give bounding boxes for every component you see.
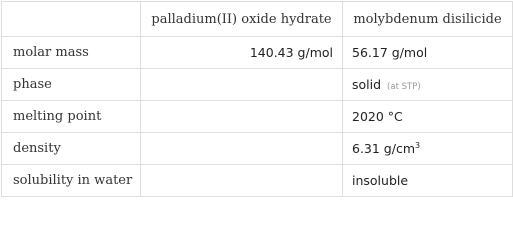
cell-melting-point-molybdenum: 2020 °C bbox=[343, 101, 513, 133]
table-row-density bbox=[2, 133, 513, 165]
table-row-molar-mass bbox=[2, 37, 513, 69]
cell-density-palladium bbox=[141, 133, 343, 165]
cell-molar-mass-molybdenum: 56.17 g/mol bbox=[343, 37, 513, 69]
phase-value: solid bbox=[352, 77, 382, 92]
cell-molar-mass-palladium: 140.43 g/mol bbox=[141, 37, 343, 69]
cell-melting-point-palladium bbox=[141, 101, 343, 133]
table-row-phase bbox=[2, 69, 513, 101]
row-label-phase: phase bbox=[2, 69, 141, 101]
row-label-molar-mass: molar mass bbox=[2, 37, 141, 69]
density-value: 6.31 g/cm bbox=[352, 141, 416, 156]
table-row-melting-point bbox=[2, 101, 513, 133]
phase-condition-note: (at STP) bbox=[387, 82, 421, 92]
properties-table bbox=[1, 1, 513, 197]
cell-density-molybdenum bbox=[343, 133, 513, 165]
cell-solubility-palladium bbox=[141, 165, 343, 197]
header-corner-cell bbox=[2, 2, 141, 37]
table-header-row bbox=[2, 2, 513, 37]
row-label-density: density bbox=[2, 133, 141, 165]
table-row-solubility-in-water bbox=[2, 165, 513, 197]
cell-phase-molybdenum bbox=[343, 69, 513, 101]
column-header-molybdenum-disilicide: molybdenum disilicide bbox=[343, 2, 513, 37]
density-unit-exponent: 3 bbox=[415, 140, 421, 150]
cell-solubility-molybdenum: insoluble bbox=[343, 165, 513, 197]
cell-phase-palladium bbox=[141, 69, 343, 101]
column-header-palladium-oxide-hydrate: palladium(II) oxide hydrate bbox=[141, 2, 343, 37]
row-label-solubility-in-water: solubility in water bbox=[2, 165, 141, 197]
row-label-melting-point: melting point bbox=[2, 101, 141, 133]
